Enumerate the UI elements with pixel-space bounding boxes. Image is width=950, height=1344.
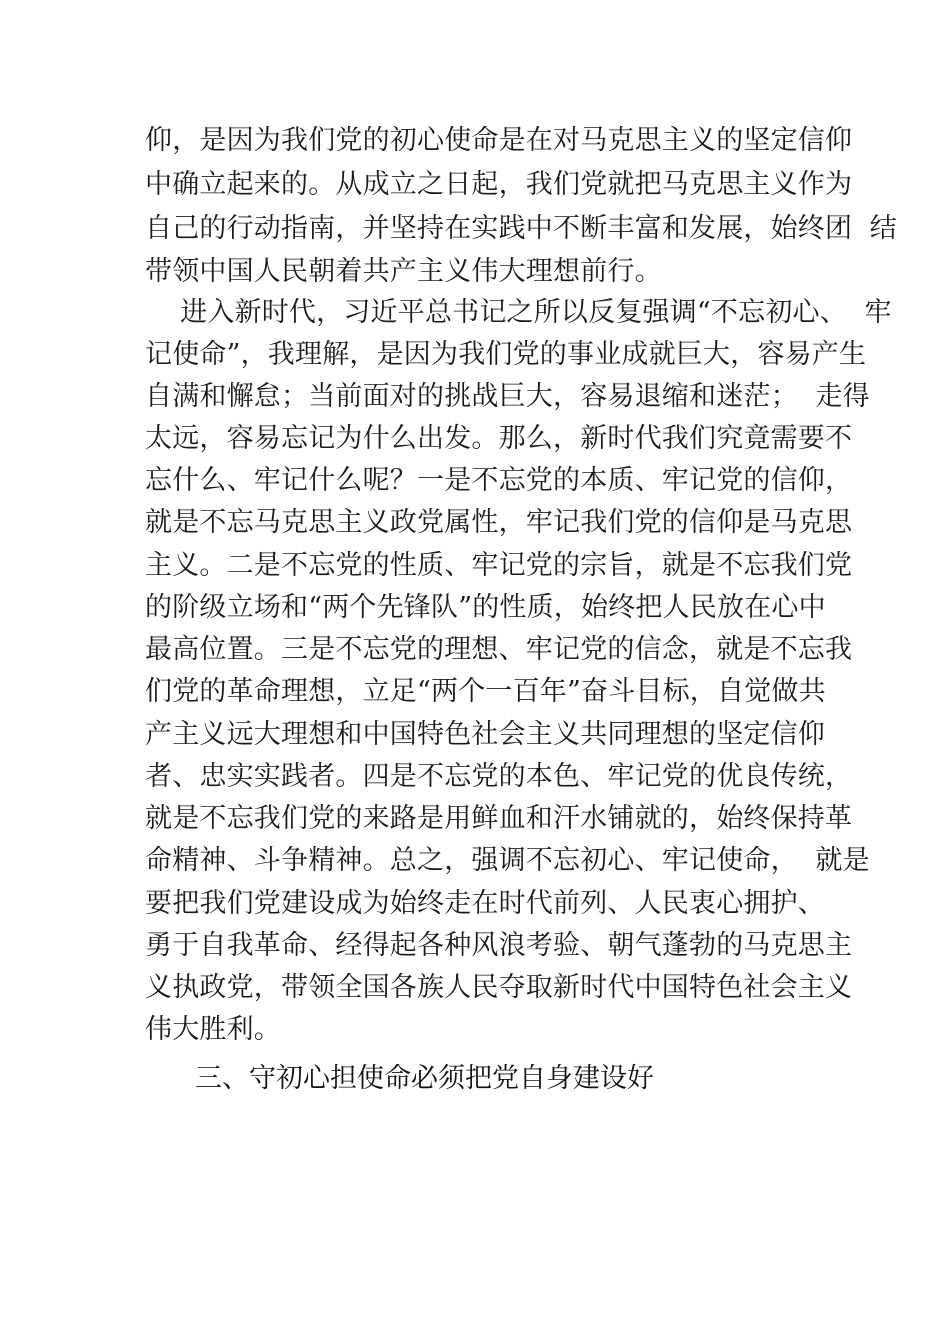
- body-text-line: 命精神、斗争精神。总之，强调不忘初心、牢记使命， 就是: [145, 845, 870, 876]
- body-text-line: 中确立起来的。从成立之日起，我们党就把马克思主义作为: [145, 169, 853, 200]
- body-text-line: 忘什么、牢记什么呢？一是不忘党的本质、牢记党的信仰，: [145, 465, 853, 496]
- body-text-line: 义执政党，带领全国各族人民夺取新时代中国特色社会主义: [145, 972, 853, 1003]
- body-text-line: 勇于自我革命、经得起各种风浪考验、朝气蓬勃的马克思主: [145, 930, 853, 961]
- body-text-line: 自满和懈怠；当前面对的挑战巨大，容易退缩和迷茫； 走得: [145, 381, 870, 412]
- body-text-line: 就是不忘我们党的来路是用鲜血和汗水铺就的，始终保持革: [145, 803, 853, 834]
- body-text-line: 伟大胜利。: [145, 1014, 281, 1045]
- body-text-line: 仰，是因为我们党的初心使命是在对马克思主义的坚定信仰: [145, 125, 853, 156]
- body-text-line: 们党的革命理想，立足“两个一百年”奋斗目标，自觉做共: [145, 676, 826, 707]
- body-text-line: 的阶级立场和“两个先锋队”的性质，始终把人民放在心中: [145, 592, 826, 623]
- body-text-line: 记使命”，我理解，是因为我们党的事业成就巨大，容易产生: [145, 339, 867, 370]
- body-text-line: 要把我们党建设成为始终走在时代前列、人民衷心拥护、: [145, 888, 825, 919]
- body-text-line: 太远，容易忘记为什么出发。那么，新时代我们究竟需要不: [145, 423, 853, 454]
- body-text-line: 进入新时代，习近平总书记之所以反复强调“不忘初心、 牢: [145, 297, 892, 328]
- body-text-line: 就是不忘马克思主义政党属性，牢记我们党的信仰是马克思: [145, 507, 853, 538]
- body-text-line: 自己的行动指南，并坚持在实践中不断丰富和发展，始终团 结: [145, 213, 897, 244]
- body-text-line: 者、忠实实践者。四是不忘党的本色、牢记党的优良传统，: [145, 761, 853, 792]
- body-text-line: 产主义远大理想和中国特色社会主义共同理想的坚定信仰: [145, 719, 825, 750]
- body-text-line: 最高位置。三是不忘党的理想、牢记党的信念，就是不忘我: [145, 634, 853, 665]
- body-text-line: 带领中国人民朝着共产主义伟大理想前行。: [145, 256, 662, 287]
- body-text-line: 主义。二是不忘党的性质、牢记党的宗旨，就是不忘我们党: [145, 550, 853, 581]
- section-heading: 三、守初心担使命必须把党自身建设好: [195, 1063, 654, 1094]
